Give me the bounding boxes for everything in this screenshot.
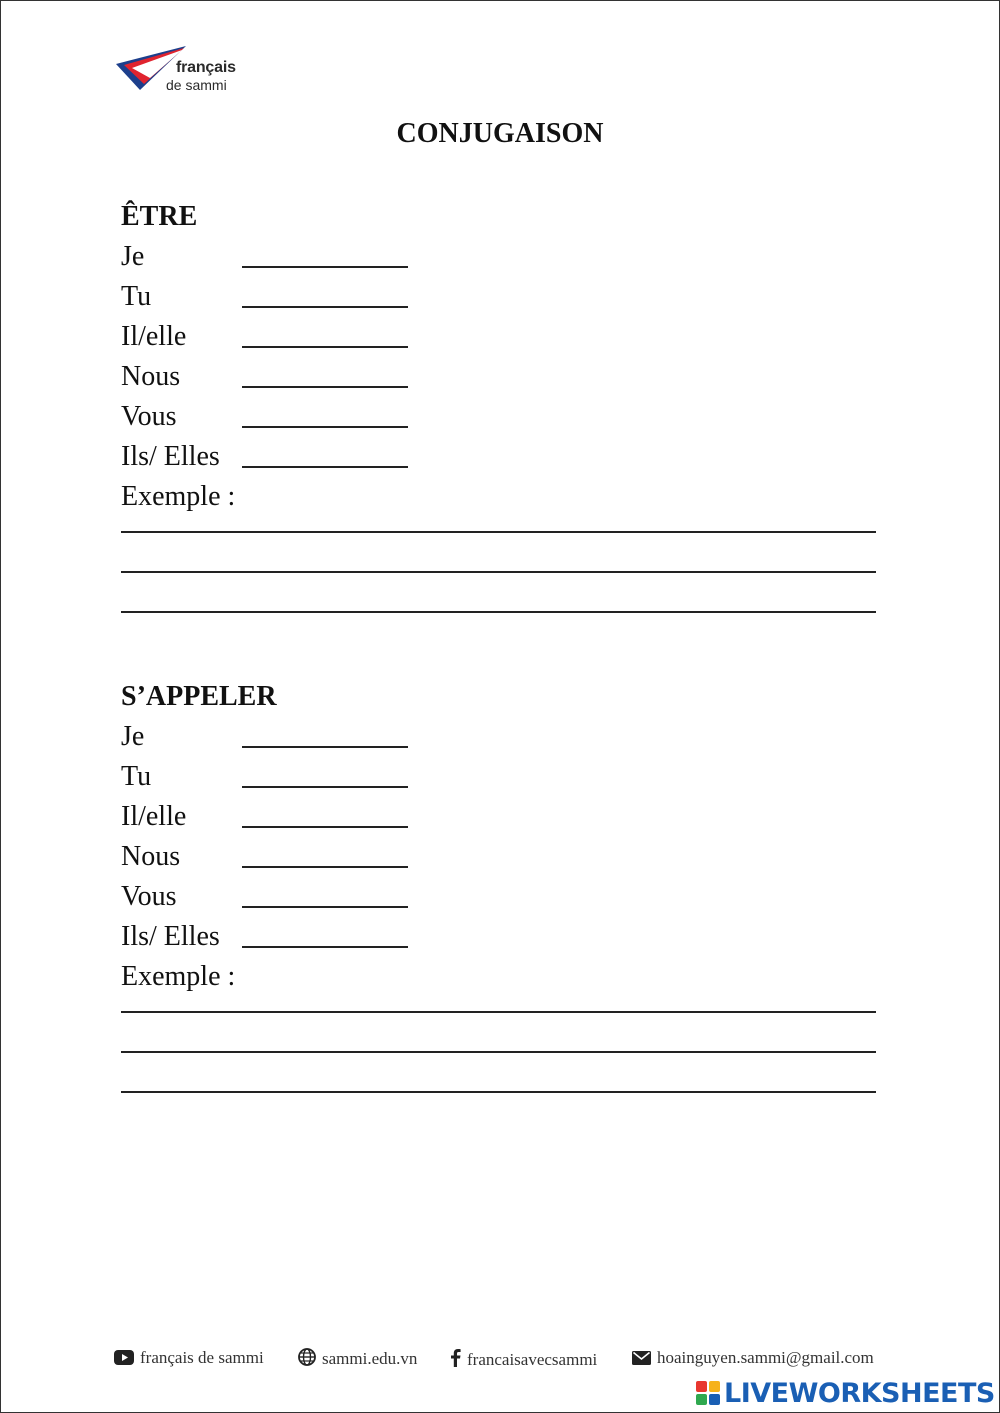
- conjugation-row: [121, 837, 881, 877]
- pronoun-label: Ils/ Elles: [121, 441, 220, 472]
- answer-blank[interactable]: [242, 426, 408, 428]
- pronoun-label: Il/elle: [121, 801, 187, 832]
- footer-email[interactable]: [632, 1348, 874, 1368]
- conjugation-row: [121, 277, 881, 317]
- example-writing-area: [121, 997, 881, 1127]
- liveworksheets-watermark[interactable]: [696, 1378, 995, 1408]
- pronoun-label: Il/elle: [121, 321, 187, 352]
- footer-website-text: sammi.edu.vn: [322, 1349, 418, 1368]
- example-line[interactable]: [121, 611, 876, 613]
- mail-icon: [632, 1351, 651, 1365]
- footer-youtube-text: français de sammi: [140, 1348, 264, 1367]
- footer-facebook-text: francaisavecsammi: [467, 1350, 598, 1369]
- globe-icon: [298, 1348, 316, 1366]
- conjugation-row: [121, 237, 881, 277]
- conjugation-row: [121, 917, 881, 957]
- answer-blank[interactable]: [242, 386, 408, 388]
- liveworksheets-text: LIVEWORKSHEETS: [724, 1378, 995, 1409]
- example-line[interactable]: [121, 1051, 876, 1053]
- conjugation-row: [121, 877, 881, 917]
- example-line[interactable]: [121, 1011, 876, 1013]
- pronoun-label: Ils/ Elles: [121, 921, 220, 952]
- footer-contacts: [114, 1348, 914, 1372]
- example-label: Exemple :: [121, 481, 236, 512]
- footer-facebook[interactable]: [450, 1348, 597, 1370]
- answer-blank[interactable]: [242, 746, 408, 748]
- answer-blank[interactable]: [242, 826, 408, 828]
- conjugation-row: [121, 797, 881, 837]
- conjugation-row: [121, 357, 881, 397]
- pronoun-label: Je: [121, 721, 145, 752]
- pronoun-label: Nous: [121, 841, 181, 872]
- conjugation-row: [121, 717, 881, 757]
- conjugation-row: [121, 437, 881, 477]
- verb-section-sappeler: [121, 677, 881, 1127]
- pronoun-label: Je: [121, 241, 145, 272]
- answer-blank[interactable]: [242, 786, 408, 788]
- pronoun-label: Nous: [121, 361, 181, 392]
- example-line[interactable]: [121, 1091, 876, 1093]
- example-line[interactable]: [121, 531, 876, 533]
- logo-text-line2: de sammi: [166, 77, 227, 93]
- verb-section-etre: [121, 197, 881, 647]
- conjugation-row: [121, 317, 881, 357]
- pronoun-label: Tu: [121, 761, 152, 792]
- pronoun-label: Tu: [121, 281, 152, 312]
- conjugation-row: [121, 757, 881, 797]
- answer-blank[interactable]: [242, 866, 408, 868]
- answer-blank[interactable]: [242, 906, 408, 908]
- logo: [114, 44, 254, 96]
- answer-blank[interactable]: [242, 466, 408, 468]
- liveworksheets-logo-icon: [696, 1381, 720, 1405]
- answer-blank[interactable]: [242, 946, 408, 948]
- example-label: Exemple :: [121, 961, 236, 992]
- verb-heading: ÊTRE: [121, 201, 198, 232]
- facebook-icon: [450, 1348, 461, 1367]
- pronoun-label: Vous: [121, 401, 177, 432]
- logo-text-line1: français: [176, 59, 236, 76]
- pronoun-label: Vous: [121, 881, 177, 912]
- page-title: CONJUGAISON: [396, 118, 604, 149]
- footer-email-text: hoainguyen.sammi@gmail.com: [657, 1348, 874, 1367]
- answer-blank[interactable]: [242, 306, 408, 308]
- footer-website[interactable]: [298, 1348, 417, 1369]
- youtube-icon: [114, 1350, 134, 1365]
- example-writing-area: [121, 517, 881, 647]
- conjugation-row: [121, 397, 881, 437]
- example-line[interactable]: [121, 571, 876, 573]
- verb-heading: S’APPELER: [121, 681, 277, 712]
- answer-blank[interactable]: [242, 266, 408, 268]
- footer-youtube[interactable]: [114, 1348, 264, 1368]
- answer-blank[interactable]: [242, 346, 408, 348]
